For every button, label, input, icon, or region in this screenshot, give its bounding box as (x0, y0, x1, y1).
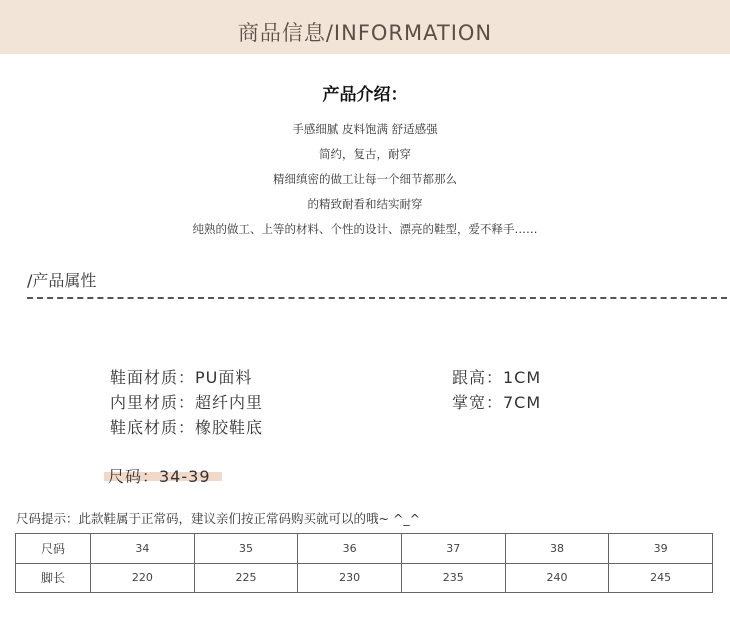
section-title-attributes: /产品属性 (27, 271, 97, 290)
table-cell: 39 (609, 534, 713, 564)
size-range: 尺码：34-39 (108, 467, 211, 486)
sole-width: 掌宽：7CM (452, 393, 542, 412)
size-table (15, 533, 713, 593)
table-cell: 220 (91, 563, 195, 593)
intro-heading: 产品介绍： (322, 85, 408, 105)
table-cell: 35 (194, 534, 298, 564)
sole-material: 鞋底材质：橡胶鞋底 (110, 418, 264, 437)
table-cell: 34 (91, 534, 195, 564)
intro-line: 精细缜密的做工让每一个细节都那么 (273, 172, 457, 186)
table-row (16, 534, 713, 564)
table-cell: 225 (194, 563, 298, 593)
banner-title: 商品信息/INFORMATION (237, 21, 493, 45)
table-cell: 245 (609, 563, 713, 593)
size-tip: 尺码提示：此款鞋属于正常码，建议亲们按正常码购买就可以的哦~ ^_^ (16, 511, 421, 526)
intro-line: 手感细腻 皮料饱满 舒适感强 (292, 122, 438, 136)
upper-material: 鞋面材质：PU面料 (110, 368, 253, 387)
table-header-cell: 脚长 (16, 563, 91, 593)
intro-line: 纯熟的做工、上等的材料、个性的设计、漂亮的鞋型，爱不释手…… (192, 222, 538, 236)
table-cell: 235 (401, 563, 505, 593)
table-cell: 240 (505, 563, 609, 593)
heel-height: 跟高：1CM (452, 368, 542, 387)
intro-line: 的精致耐看和结实耐穿 (307, 197, 423, 211)
table-row (16, 563, 713, 593)
table-cell: 36 (298, 534, 402, 564)
table-cell: 230 (298, 563, 402, 593)
intro-line: 简约，复古，耐穿 (319, 147, 411, 161)
lining-material: 内里材质：超纤内里 (110, 393, 264, 412)
table-cell: 37 (401, 534, 505, 564)
table-header-cell: 尺码 (16, 534, 91, 564)
dashed-divider (27, 297, 727, 299)
table-cell: 38 (505, 534, 609, 564)
